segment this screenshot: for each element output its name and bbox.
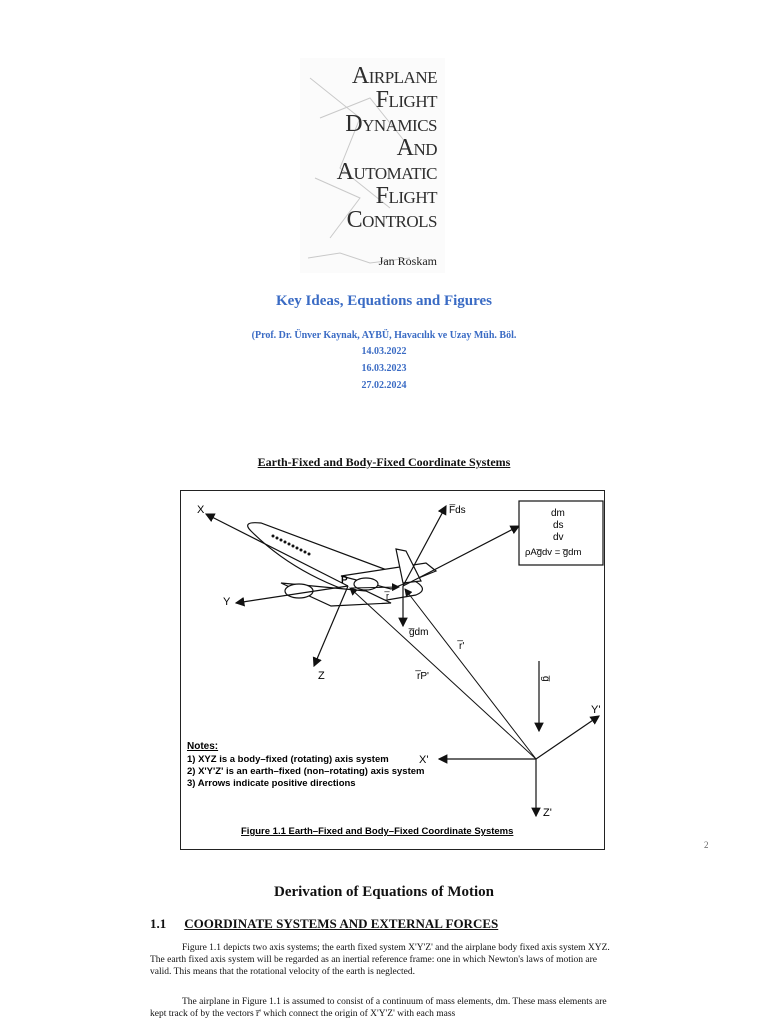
cover-title-line: Flight xyxy=(375,87,437,113)
label-gdm: g̅dm xyxy=(409,627,429,638)
cover-title-line: Flight xyxy=(375,183,437,209)
label-g: g̅ xyxy=(540,676,551,682)
chapter-heading xyxy=(150,916,498,932)
figure-caption: Figure 1.1 Earth–Fixed and Body–Fixed Coordinate Systems xyxy=(241,826,514,837)
axis-label-z-prime: Z' xyxy=(543,807,552,819)
date: 16.03.2023 xyxy=(361,363,407,374)
axis-label-x: X xyxy=(197,504,205,516)
axis-label-y: Y xyxy=(223,596,231,608)
label-fds: F̅ds xyxy=(449,505,466,516)
derivation-title: Derivation of Equations of Motion xyxy=(273,884,494,900)
axis-label-z: Z xyxy=(318,670,325,682)
cover-title-line: Automatic xyxy=(336,159,437,185)
info-box-line: dm xyxy=(551,508,565,519)
page-number: 2 xyxy=(704,840,709,850)
cover-title-line: And xyxy=(396,135,437,161)
axis-label-x-prime: X' xyxy=(419,754,429,766)
date: 14.03.2022 xyxy=(361,346,407,357)
cover-author: Jan Roskam xyxy=(378,254,437,268)
notes-heading: Notes: xyxy=(187,741,219,752)
figure-coordinate-systems xyxy=(180,490,605,850)
chapter-title: COORDINATE SYSTEMS AND EXTERNAL FORCES xyxy=(184,916,499,931)
paragraph: Figure 1.1 depicts two axis systems; the earth fixed system X'Y'Z' and the airplane body fixed axis system XYZ. The earth fixed axis system will be regarded as an inertial reference frame: one in which Newton's laws of motion are valid. This means that the rotational velocity of the earth is neglected. xyxy=(150,943,610,977)
book-cover xyxy=(300,58,445,273)
cover-title-line: Controls xyxy=(346,207,437,233)
label-p: P xyxy=(341,575,348,586)
label-r-prime: r̅' xyxy=(459,641,465,652)
info-box-line: dv xyxy=(553,532,564,543)
label-r: r̅ xyxy=(386,591,389,601)
affiliation: (Prof. Dr. Ünver Kaynak, AYBÜ, Havacılık ve Uzay Müh. Böl. xyxy=(251,330,517,341)
note-item: 3) Arrows indicate positive directions xyxy=(187,778,356,789)
coordinate-diagram xyxy=(181,491,606,851)
section-heading: Earth-Fixed and Body-Fixed Coordinate Systems xyxy=(257,455,511,469)
label-rp-prime: r̅P' xyxy=(417,671,429,682)
note-item: 2) X'Y'Z' is an earth–fixed (non–rotating) axis system xyxy=(187,766,425,777)
info-box-line: ρAg̅dv = g̅dm xyxy=(525,547,582,558)
cover-title-line: Airplane xyxy=(351,63,437,89)
axis-label-y-prime: Y' xyxy=(591,704,601,716)
chapter-number: 1.1 xyxy=(150,916,167,931)
note-item: 1) XYZ is a body–fixed (rotating) axis system xyxy=(187,754,389,765)
cover-title-line: Dynamics xyxy=(345,111,437,137)
info-box-line: ds xyxy=(553,520,564,531)
page-title: Key Ideas, Equations and Figures xyxy=(275,293,493,309)
date: 27.02.2024 xyxy=(361,380,407,391)
paragraph: The airplane in Figure 1.1 is assumed to consist of a continuum of mass elements, dm. These mass elements are kept track of by the vectors r̅' which connect the origin of X'Y'Z' with each mass xyxy=(150,997,607,1019)
cover-title xyxy=(297,64,437,232)
airplane-icon xyxy=(248,523,436,606)
